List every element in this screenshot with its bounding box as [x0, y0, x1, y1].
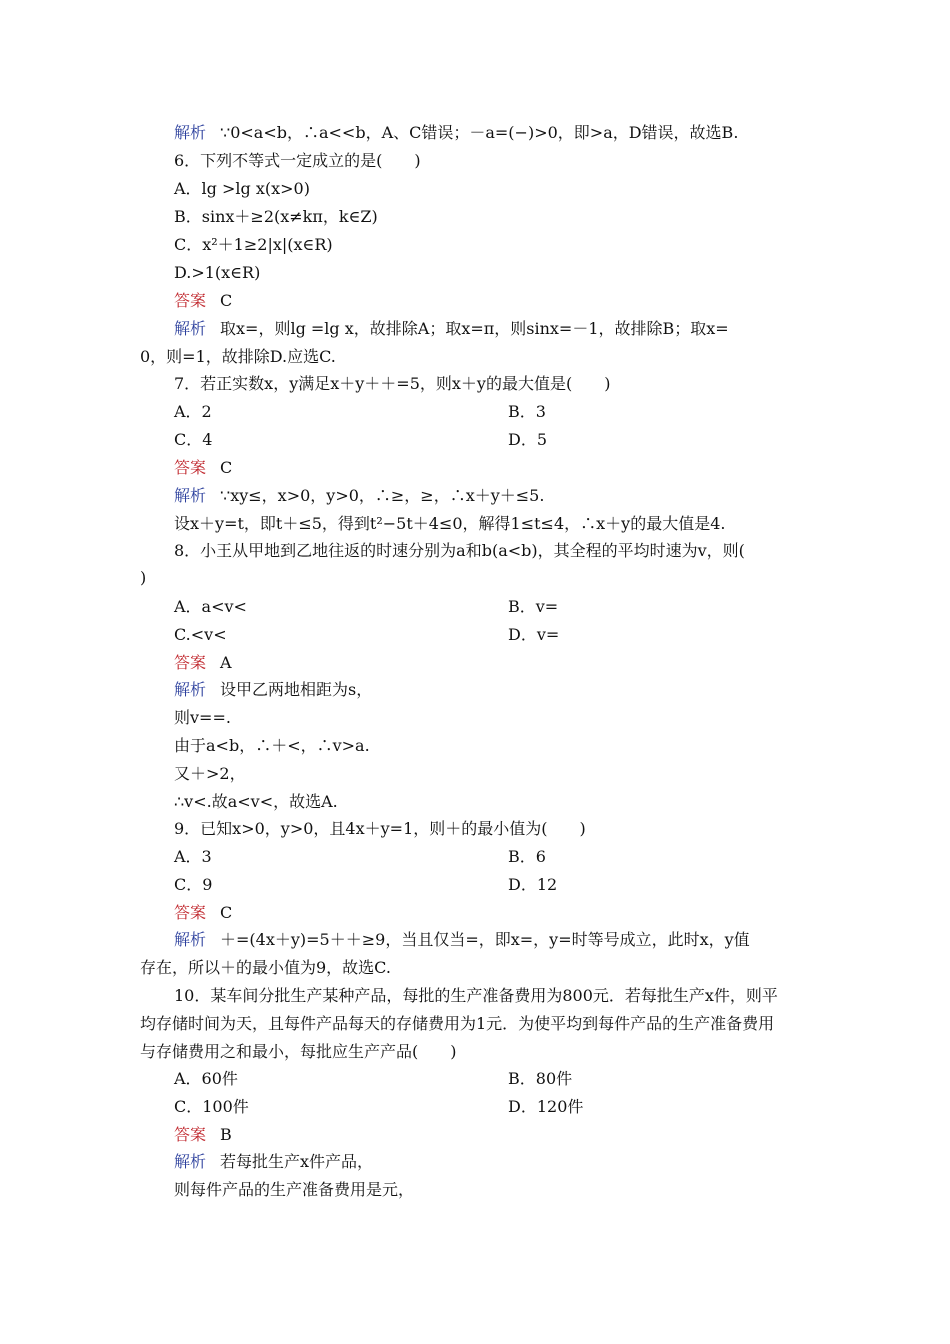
- q7-option-b: B．3: [508, 402, 546, 421]
- q6-analysis-line1: 解析 取x=，则lg =lg x，故排除A；取x=π，则sinx=－1，故排除B；取x=: [174, 319, 729, 338]
- q9-analysis-line1: 解析 ＋=(4x＋y)=5＋＋≥9，当且仅当=，即x=，y=时等号成立，此时x，y值: [174, 930, 750, 949]
- q10-options-row1: [174, 1068, 810, 1090]
- q10-option-b: B．80件: [508, 1069, 573, 1088]
- answer-label: 答案: [174, 458, 207, 477]
- q6-option-c: C．x²＋1≥2|x|(x∈R): [174, 235, 333, 254]
- q9-stem: 9．已知x>0，y>0，且4x＋y=1，则＋的最小值为( ): [174, 819, 586, 838]
- q8-stem-line2: ): [140, 568, 147, 587]
- q10-stem-line1: 10．某车间分批生产某种产品，每批的生产准备费用为800元．若每批生产x件，则平: [174, 986, 778, 1005]
- q8-answer: 答案 A: [174, 653, 232, 672]
- q10-option-c: C．100件: [174, 1097, 249, 1116]
- q9-option-b: B．6: [508, 847, 546, 866]
- q6-option-a: A．lg >lg x(x>0): [174, 179, 310, 198]
- q8-analysis-line5: ∴v<.故a<v<，故选A.: [174, 792, 338, 811]
- analysis-label: 解析: [174, 319, 207, 338]
- analysis-label: 解析: [174, 1152, 207, 1171]
- q8-option-d: D．v=: [508, 625, 560, 644]
- q10-option-d: D．120件: [508, 1097, 584, 1116]
- q9-option-a: A．3: [174, 847, 212, 866]
- q10-stem-line3: 与存储费用之和最小，每批应生产产品( ): [140, 1042, 457, 1061]
- q8-option-c: C.<v<: [174, 625, 227, 644]
- q9-options-row2: [174, 874, 810, 896]
- q9-option-c: C．9: [174, 875, 213, 894]
- q7-option-a: A．2: [174, 402, 212, 421]
- q7-option-d: D．5: [508, 430, 548, 449]
- q10-option-a: A．60件: [174, 1069, 238, 1088]
- q10-stem-line2: 均存储时间为天，且每件产品每天的存储费用为1元．为使平均到每件产品的生产准备费用: [140, 1014, 775, 1033]
- q7-option-c: C．4: [174, 430, 213, 449]
- q6-analysis-line2: 0，则=1，故排除D.应选C.: [140, 347, 336, 366]
- q7-analysis-line1: 解析 ∵xy≤，x>0，y>0，∴≥，≥，∴x＋y＋≤5.: [174, 486, 545, 505]
- q9-options-row1: [174, 846, 810, 868]
- q10-options-row2: [174, 1096, 810, 1118]
- q8-options-row2: [174, 624, 810, 646]
- q7-options-row1: [174, 401, 810, 423]
- q8-analysis-line4: 又＋>2，: [174, 764, 246, 783]
- q8-option-a: A．a<v<: [174, 597, 247, 616]
- q8-analysis-line1: 解析 设甲乙两地相距为s，: [174, 680, 373, 699]
- q10-analysis-line1: 解析 若每批生产x件产品，: [174, 1152, 374, 1171]
- q8-option-b: B．v=: [508, 597, 559, 616]
- analysis-label: 解析: [174, 680, 207, 699]
- q10-analysis-line2: 则每件产品的生产准备费用是元，: [174, 1180, 415, 1199]
- q6-option-d: D.>1(x∈R): [174, 263, 261, 282]
- answer-label: 答案: [174, 903, 207, 922]
- q6-answer: 答案 C: [174, 291, 233, 310]
- q9-analysis-line2: 存在，所以＋的最小值为9，故选C.: [140, 958, 391, 977]
- q8-analysis-line2: 则v==.: [174, 708, 231, 727]
- q8-analysis-line3: 由于a<b，∴＋<，∴v>a.: [174, 736, 370, 755]
- q8-options-row1: [174, 596, 810, 618]
- answer-label: 答案: [174, 653, 207, 672]
- q6-stem: 6．下列不等式一定成立的是( ): [174, 151, 421, 170]
- q8-stem-line1: 8．小王从甲地到乙地往返的时速分别为a和b(a<b)，其全程的平均时速为v，则(: [174, 541, 745, 560]
- q7-analysis-line2: 设x＋y=t，即t＋≤5，得到t²−5t＋4≤0，解得1≤t≤4，∴x＋y的最大值是4.: [174, 514, 726, 533]
- q9-answer: 答案 C: [174, 903, 233, 922]
- q7-stem: 7．若正实数x，y满足x＋y＋＋=5，则x＋y的最大值是( ): [174, 374, 611, 393]
- q7-answer: 答案 C: [174, 458, 233, 477]
- answer-label: 答案: [174, 1125, 207, 1144]
- q6-option-b: B．sinx＋≥2(x≠kπ，k∈Z): [174, 207, 378, 226]
- analysis-label: 解析: [174, 123, 207, 142]
- q10-answer: 答案 B: [174, 1125, 232, 1144]
- q7-options-row2: [174, 429, 810, 451]
- answer-label: 答案: [174, 291, 207, 310]
- analysis-label: 解析: [174, 930, 207, 949]
- analysis-label: 解析: [174, 486, 207, 505]
- q5-analysis: 解析 ∵0<a<b，∴a<<b，A、C错误；－a=(−)>0，即>a，D错误，故选B.: [174, 123, 739, 142]
- q9-option-d: D．12: [508, 875, 558, 894]
